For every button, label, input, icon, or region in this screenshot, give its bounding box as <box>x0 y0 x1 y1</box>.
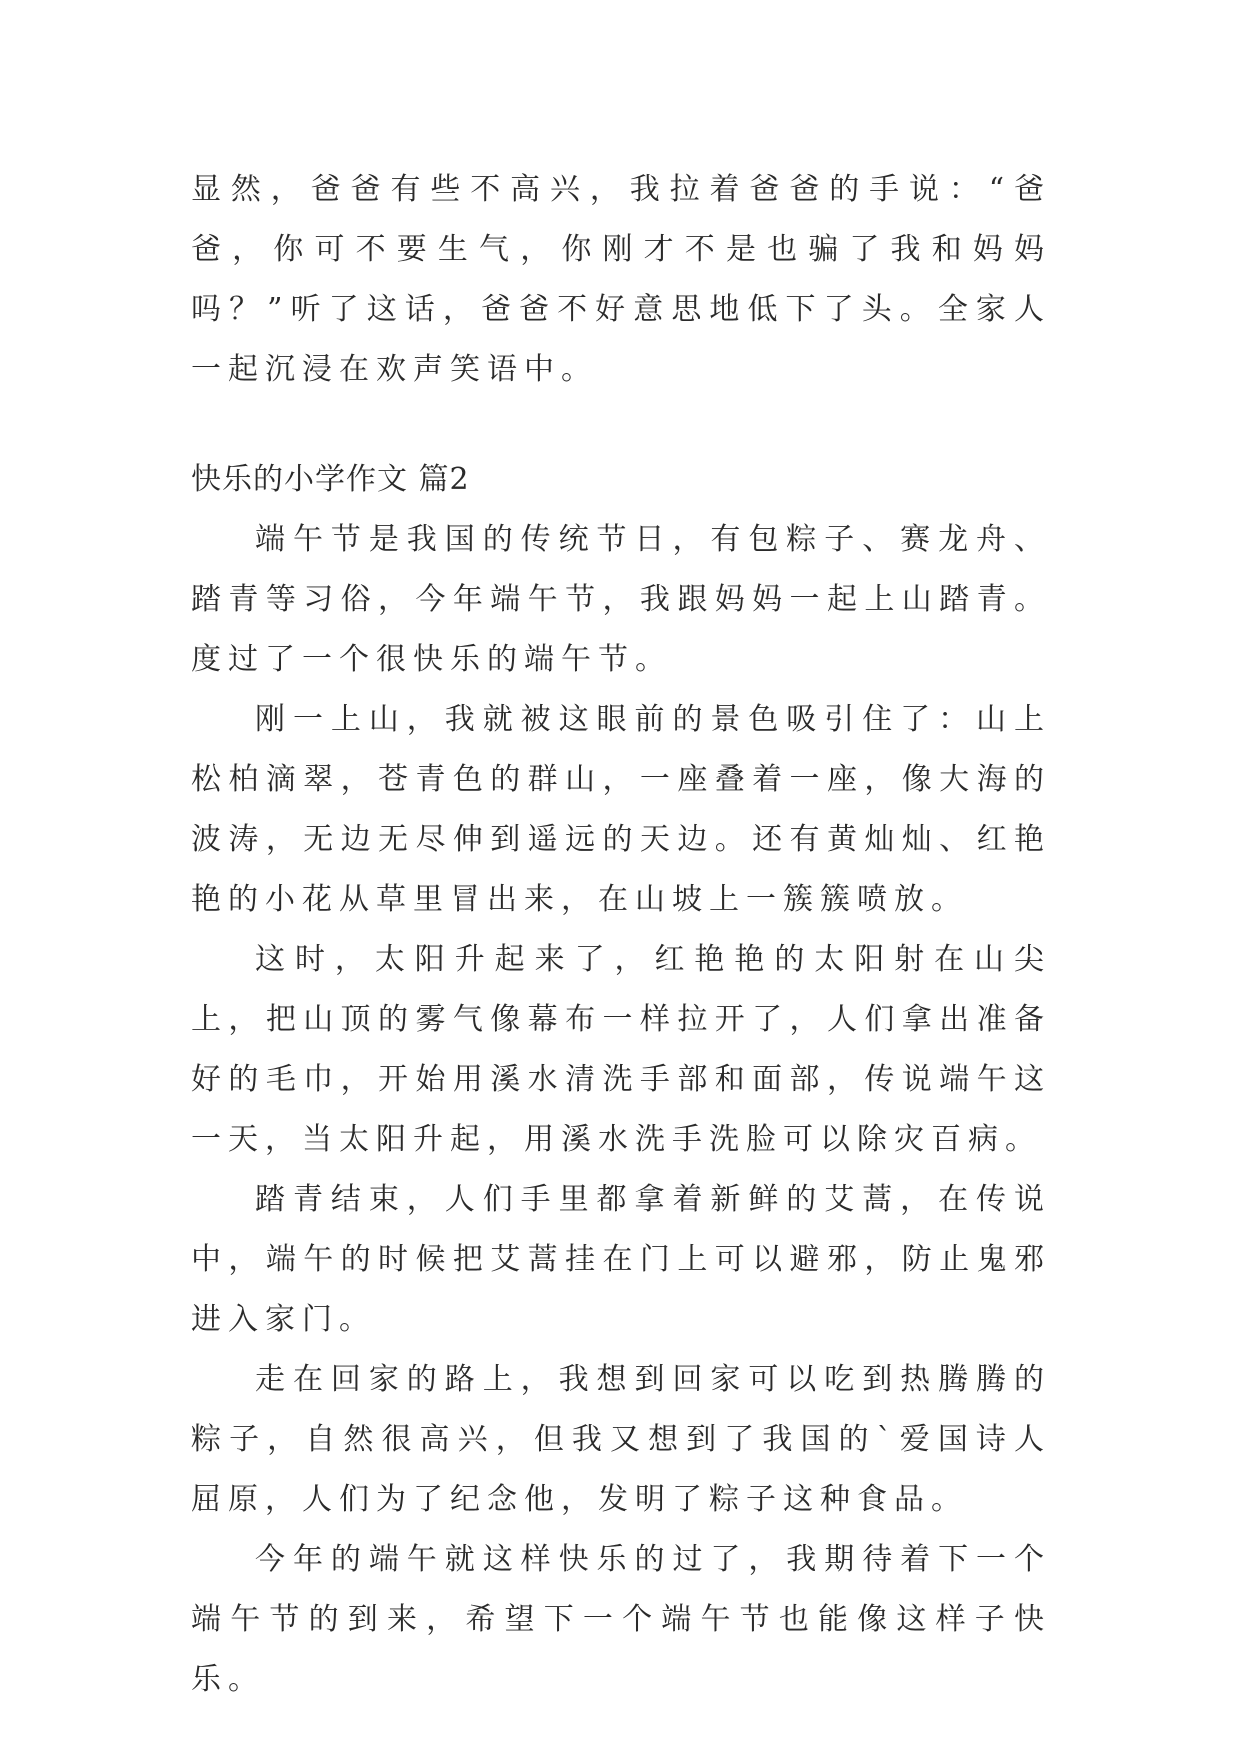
paragraph-2: 刚一上山，我就被这眼前的景色吸引住了：山上松柏滴翠，苍青色的群山，一座叠着一座，像大海的波涛，无边无尽伸到遥远的天边。还有黄灿灿、红艳艳的小花从草里冒出来，在山坡上一簇簇喷放。 <box>191 702 1051 917</box>
continuation-paragraph: 显然，爸爸有些不高兴，我拉着爸爸的手说：“爸爸，你可不要生气，你刚才不是也骗了我和妈妈吗？”听了这话，爸爸不好意思地低下了头。全家人一起沉浸在欢声笑语中。 <box>191 172 1051 387</box>
paragraph-4: 踏青结束，人们手里都拿着新鲜的艾蒿，在传说中，端午的时候把艾蒿挂在门上可以避邪，防止鬼邪进入家门。 <box>191 1182 1051 1337</box>
section-title: 快乐的小学作文 篇2 <box>191 462 470 497</box>
document-body <box>191 160 1051 1710</box>
paragraph-1: 端午节是我国的传统节日，有包粽子、赛龙舟、踏青等习俗，今年端午节，我跟妈妈一起上山踏青。度过了一个很快乐的端午节。 <box>191 522 1051 677</box>
paragraph-6: 今年的端午就这样快乐的过了，我期待着下一个端午节的到来，希望下一个端午节也能像这样子快乐。 <box>191 1542 1051 1697</box>
paragraph-5: 走在回家的路上，我想到回家可以吃到热腾腾的粽子，自然很高兴，但我又想到了我国的`爱国诗人屈原，人们为了纪念他，发明了粽子这种食品。 <box>191 1362 1051 1517</box>
paragraph-3: 这时，太阳升起来了，红艳艳的太阳射在山尖上，把山顶的雾气像幕布一样拉开了，人们拿出准备好的毛巾，开始用溪水清洗手部和面部，传说端午这一天，当太阳升起，用溪水洗手洗脸可以除灾百病。 <box>191 942 1051 1157</box>
